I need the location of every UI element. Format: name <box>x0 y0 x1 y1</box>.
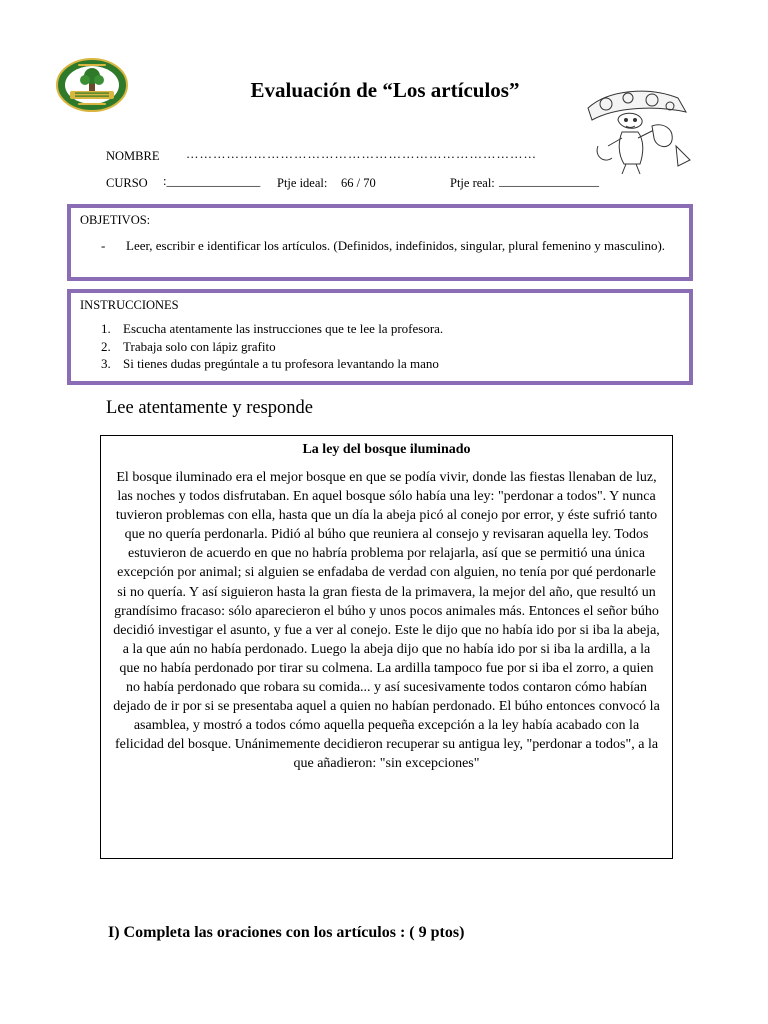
curso-label: CURSO <box>106 176 148 190</box>
objetivo-item <box>101 237 681 254</box>
objetivo-text: Leer, escribir e identificar los artículos. (Definidos, indefinidos, singular, plural femenino y masculino). <box>126 238 666 253</box>
curso-blank[interactable]: :_______________ <box>163 174 261 188</box>
ptje-ideal-value: 66 / 70 <box>341 176 376 190</box>
objetivos-box <box>67 204 693 281</box>
list-number: 3. <box>101 356 111 371</box>
reading-body: El bosque iluminado era el mejor bosque en que se podía vivir, donde las fiestas llenaban de luz, las noches y todos disfrutaban. En aquel bosque sólo había una ley: "perdonar a todos". Y nunca tuvieron problemas con ella, hasta que un día la abeja picó al conejo por error, y éste sufrió tanto que no quería perdonarla. Pidió al búho que reuniera al consejo y revisaran aquella ley. Todos estuvieron de acuerdo en que no habría problema por relajarla, así que se permitió una única excepción por animal; si alguien se enfadaba de verdad con alguien, no tenía por qué perdonarle si no quería. Y así siguieron hasta la gran fiesta de la primavera, la mejor del año, que resultó un grandísimo fracaso: sólo aparecieron el búho y unos pocos animales más. Entonces el señor búho decidió investigar el asunto, y fue a ver al conejo. Este le dijo que no había ido por si iba la abeja, a la que aún no había perdonado. Luego la abeja dijo que no había ido por si iba la ardilla, a la que no había perdonado por tirar su colmena. La ardilla tampoco fue por si iba el zorro, a quien no había perdonado que robara su comida... y así sucesivamente todos contaron cómo habían dejado de ir por si se presentaba aquel a quien no habían perdonado. El búho entonces convocó la asamblea, y mostró a todos cómo aquella pequeña excepción a la ley había acabado con la felicidad del bosque. Unánimemente decidieron recuperar su antigua ley, "perdonar a todos", a la que añadieron: "sin excepciones" <box>113 470 660 772</box>
school-logo <box>56 58 128 112</box>
instruccion-item <box>101 338 443 356</box>
nombre-blank[interactable]: …………………………………………………………………… <box>186 147 537 161</box>
instrucciones-box <box>67 289 693 385</box>
instrucciones-list <box>101 320 443 373</box>
list-dash: - <box>101 238 106 253</box>
nombre-label: NOMBRE <box>106 149 160 163</box>
page-title: Evaluación de “Los artículos” <box>250 78 520 102</box>
list-number: 1. <box>101 321 111 336</box>
ptje-real-label: Ptje real: <box>450 176 495 190</box>
instruccion-text: Escucha atentamente las instrucciones que te lee la profesora. <box>123 321 444 336</box>
reading-prompt: Lee atentamente y responde <box>106 398 313 418</box>
cartoon-illustration <box>578 86 694 176</box>
ptje-ideal-label: Ptje ideal: <box>277 176 328 190</box>
instruccion-item <box>101 320 443 338</box>
section-heading: I) Completa las oraciones con los artículos : ( 9 ptos) <box>108 924 465 941</box>
objetivos-heading: OBJETIVOS: <box>80 213 151 227</box>
instruccion-item <box>101 355 443 373</box>
ptje-real-blank[interactable]: ________________ <box>499 174 599 188</box>
instruccion-text: Trabaja solo con lápiz grafito <box>123 338 276 354</box>
reading-box <box>100 435 673 859</box>
list-number: 2. <box>101 338 111 354</box>
reading-title: La ley del bosque iluminado <box>302 442 471 457</box>
instrucciones-heading: INSTRUCCIONES <box>80 298 179 312</box>
instruccion-text: Si tienes dudas pregúntale a tu profesora levantando la mano <box>123 356 439 371</box>
